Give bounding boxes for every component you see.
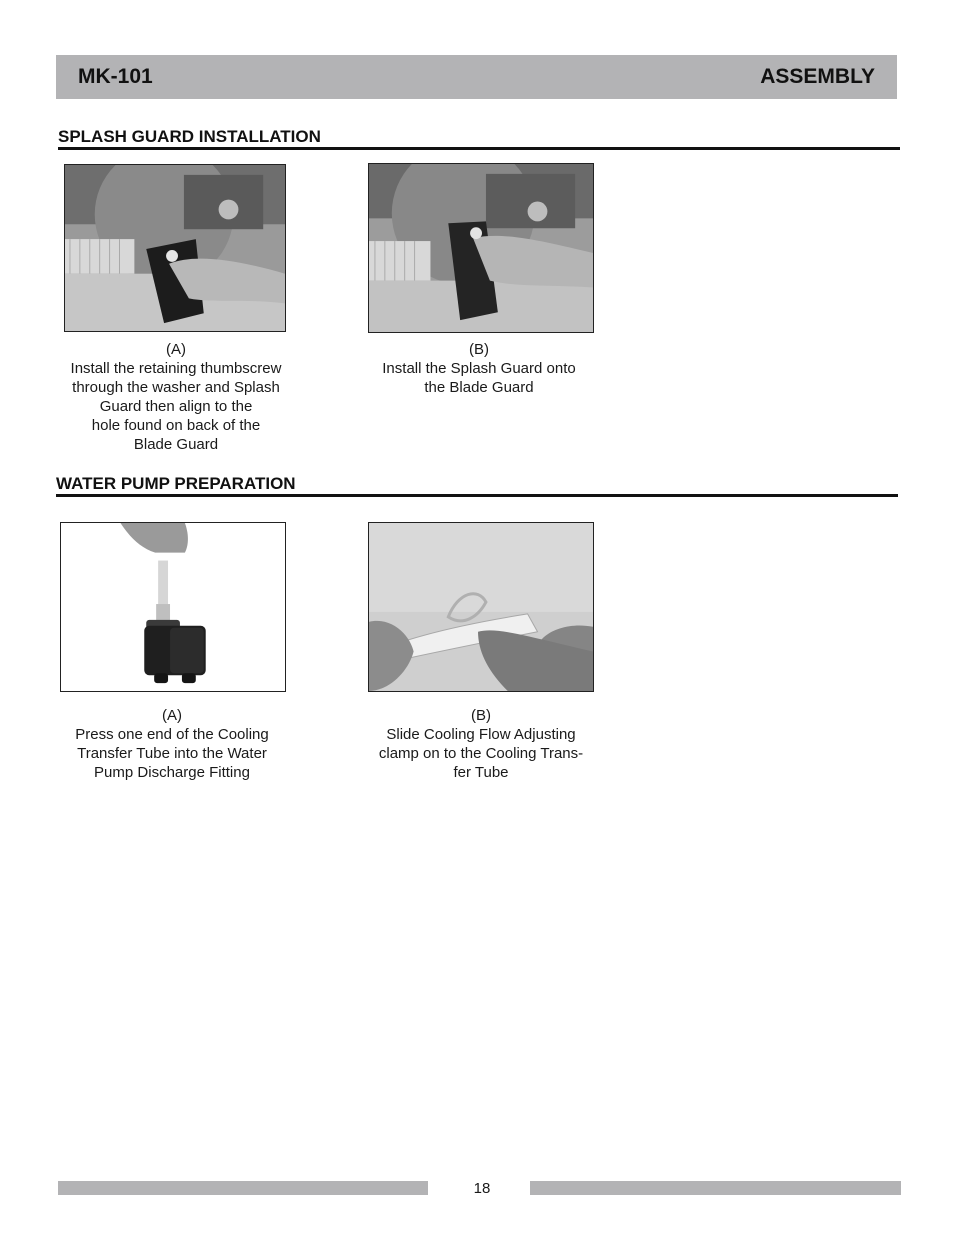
caption-line: clamp on to the Cooling Trans- [378,745,584,762]
splash-guard-caption-a [56,340,296,454]
step-letter: (A) [166,341,186,358]
splash-guard-photo-a [64,164,286,332]
caption-line: Install the Splash Guard onto [382,360,576,377]
splash-guard-caption-b [359,340,599,397]
water-pump-photo-b [368,522,594,692]
footer-bar-right [530,1181,901,1195]
caption-line: Guard then align to the [99,398,253,415]
caption-line: through the washer and Splash [72,379,280,396]
caption-line: Blade Guard [133,436,219,453]
caption-line: Pump Discharge Fitting [94,764,250,781]
caption-line: Install the retaining thumbscrew [70,360,282,377]
water-pump-caption-a [52,706,292,782]
caption-line: Slide Cooling Flow Adjusting [386,726,576,743]
splash-guard-photo-b [368,163,594,333]
caption-line: fer Tube [453,764,509,781]
section-name: ASSEMBLY [760,65,875,88]
caption-line: Press one end of the Cooling [75,726,269,743]
caption-line: hole found on back of the [91,417,261,434]
water-pump-caption-b [361,706,601,782]
caption-line: the Blade Guard [424,379,534,396]
step-letter: (B) [471,707,491,724]
header-bar [56,55,897,99]
water-pump-photo-a [60,522,286,692]
step-letter: (B) [469,341,489,358]
caption-line: Transfer Tube into the Water [77,745,267,762]
step-letter: (A) [162,707,182,724]
model-name: MK-101 [78,65,153,88]
water-pump-heading: WATER PUMP PREPARATION [56,473,898,497]
page-number: 18 [473,1180,491,1197]
footer-bar-left [58,1181,428,1195]
splash-guard-heading: SPLASH GUARD INSTALLATION [58,126,900,150]
